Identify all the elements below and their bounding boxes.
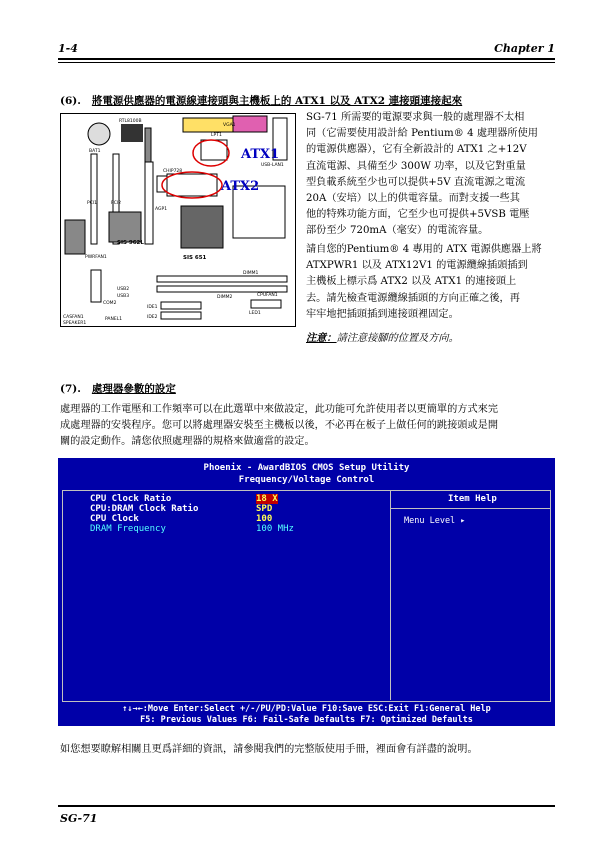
pci-slot-a — [91, 154, 97, 244]
section-7-number: (7). — [60, 383, 81, 395]
page-number: SG-71 — [60, 812, 98, 825]
bios-item-help: Item Help — [448, 494, 497, 504]
bios-row-label[interactable]: CPU:DRAM Clock Ratio — [90, 504, 199, 514]
section-6-number: (6). — [60, 95, 81, 107]
casfan-label: CASFAN1 — [63, 315, 84, 320]
text-line: 同（它需要使用設計給 Pentium® 4 處理器所使用 — [306, 128, 538, 140]
note-text: 請注意接腳的位置及方向。 — [336, 333, 459, 344]
bios-menu-level: Menu Level ▸ — [404, 516, 466, 526]
text-line: SG-71 所需要的電源要求與一般的處理器不太相 — [306, 112, 525, 123]
section-6-paragraph-2 — [306, 242, 542, 323]
text-line: 主機板上標示爲 ATX2 以及 ATX1 的連接頭上 — [306, 276, 517, 288]
text-line: 20A（安培）以上的供電容量。而對支援一些其 — [306, 193, 520, 205]
flash-chip — [65, 220, 85, 254]
atx2-connector — [167, 174, 217, 196]
vga-label: VGA1 — [223, 123, 236, 128]
com2-header — [91, 270, 101, 302]
bios-title — [58, 462, 555, 486]
text-line: 牢牢地把插頭插到連接頭裡固定。 — [306, 308, 459, 320]
sis962-chip — [109, 212, 141, 242]
bios-title-line-2: Frequency/Voltage Control — [238, 475, 375, 485]
bios-help-divider — [391, 508, 551, 509]
section-7-title: 處理器參數的設定 — [91, 383, 176, 395]
section-7-paragraph — [60, 402, 498, 451]
usb3-label: USB3 — [117, 294, 130, 299]
bios-selected-value: 18 X — [256, 494, 278, 504]
sis962-label: SIS 962L — [117, 240, 144, 246]
atx2-label: ATX2 — [221, 179, 260, 194]
bios-row-value[interactable]: 100 — [256, 514, 273, 524]
text-line: 直流電源、具備至少 300W 功率，以及它對重量 — [306, 160, 526, 172]
text-line: 型負載系統至少也可以提供+5V 直流電源之電流 — [306, 176, 526, 188]
battery-icon — [88, 123, 110, 145]
usb2-label: USB2 — [117, 287, 130, 292]
text-line: 處理器的工作電壓和工作頻率可以在此選單中來做設定，此功能可允許使用者以更簡單的方式來完 — [60, 404, 499, 415]
header-rule-thin — [58, 62, 555, 63]
sis651-chip — [181, 206, 223, 248]
dimm1-slot — [157, 276, 287, 282]
header-chapter: Chapter 1 — [494, 42, 555, 55]
bios-row-label[interactable]: CPU Clock — [90, 514, 139, 524]
text-line: 去。請先檢查電源纜線插頭的方向正確之後，再 — [306, 292, 520, 304]
bios-title-line-1: Phoenix - AwardBIOS CMOS Setup Utility — [203, 463, 410, 473]
usb-lan-label: USB-LAN1 — [261, 163, 284, 168]
section-7-heading — [60, 381, 176, 396]
rtl-label: RTL8100B — [119, 119, 142, 124]
bios-divider — [390, 490, 391, 700]
pci2-label: PCI2 — [111, 201, 122, 206]
dimm2-slot — [157, 286, 287, 292]
text-line: 成處理器的安裝程序。您可以將處理器安裝至主機板以後，不必再在板子上做任何的跳接頭或是開 — [60, 420, 499, 432]
pci1-label: PCI1 — [87, 201, 98, 206]
bios-footer-2: F5: Previous Values F6: Fail-Safe Defaults F7: Optimized Defaults — [140, 715, 473, 725]
panel-label: PANEL1 — [105, 317, 123, 322]
text-line: 他的特殊功能方面，它至少也可提供+5VSB 電壓 — [306, 209, 530, 221]
led-header — [251, 300, 281, 308]
bat-label: BAT1 — [89, 149, 101, 154]
ide2-label: IDE2 — [147, 315, 158, 320]
footer-rule — [58, 805, 555, 807]
bios-row-label[interactable]: CPU Clock Ratio — [90, 494, 172, 504]
ide1-connector — [161, 302, 201, 309]
agp-label: AGP1 — [155, 207, 168, 212]
text-line: 請自您的Pentium® 4 專用的 ATX 電源供應器上將 — [306, 244, 542, 255]
vga-connector — [233, 116, 267, 132]
text-line: 關的設定動作。請您依照處理器的規格來做適當的設定。 — [60, 436, 315, 448]
cpufan-label: CPUFAN1 — [257, 293, 278, 298]
agp-slot — [145, 162, 153, 244]
led-label: LED1 — [249, 311, 261, 316]
bios-row-value[interactable] — [256, 494, 278, 504]
header-page-ref: 1-4 — [58, 42, 78, 55]
ide2-connector — [161, 312, 201, 319]
closing-text: 如您想要瞭解相關且更爲詳細的資訊，請參閱我們的完整版使用手冊，裡面會有詳盡的說明。 — [60, 744, 478, 755]
atx1-label: ATX1 — [241, 147, 280, 162]
bios-row-value[interactable]: SPD — [256, 504, 273, 514]
motherboard-diagram — [60, 113, 296, 327]
text-line: 的電源供應器），它有全新設計的 ATX1 之+12V — [306, 144, 527, 156]
lpt-label: LPT1 — [211, 133, 222, 138]
bios-row-value: 100 MHz — [256, 524, 294, 534]
text-line: 部份至少 720mA（毫安）的電流容量。 — [306, 225, 489, 237]
header-rule — [58, 58, 555, 60]
chip-label: CHIP728 — [163, 169, 183, 174]
section-6-note — [306, 329, 459, 344]
speaker-label: SPEAKER1 — [63, 321, 87, 326]
section-6-paragraph-1 — [306, 110, 538, 240]
bios-row-label: DRAM Frequency — [90, 524, 166, 534]
lan-chip — [121, 124, 143, 142]
ide1-label: IDE1 — [147, 305, 158, 310]
bios-screen — [58, 458, 555, 726]
bios-footer-1: ↑↓→←:Move Enter:Select +/-/PU/PD:Value F10:Save ESC:Exit F1:General Help — [122, 704, 491, 714]
section-6-heading — [60, 93, 462, 108]
section-6-title: 將電源供應器的電源線連接頭與主機板上的 ATX1 以及 ATX2 連接頭連接起來 — [91, 95, 463, 107]
page-header — [58, 38, 555, 58]
dimm2-label: DIMM2 — [217, 295, 233, 300]
dimm1-label: DIMM1 — [243, 271, 259, 276]
sis651-label: SIS 651 — [183, 255, 207, 261]
text-line: ATXPWR1 以及 ATX12V1 的電源纜線插頭插到 — [306, 260, 528, 272]
note-label: 注意： — [306, 332, 337, 344]
pwrfan-label: PWRFAN1 — [85, 255, 107, 260]
com2-label: COM2 — [103, 301, 117, 306]
